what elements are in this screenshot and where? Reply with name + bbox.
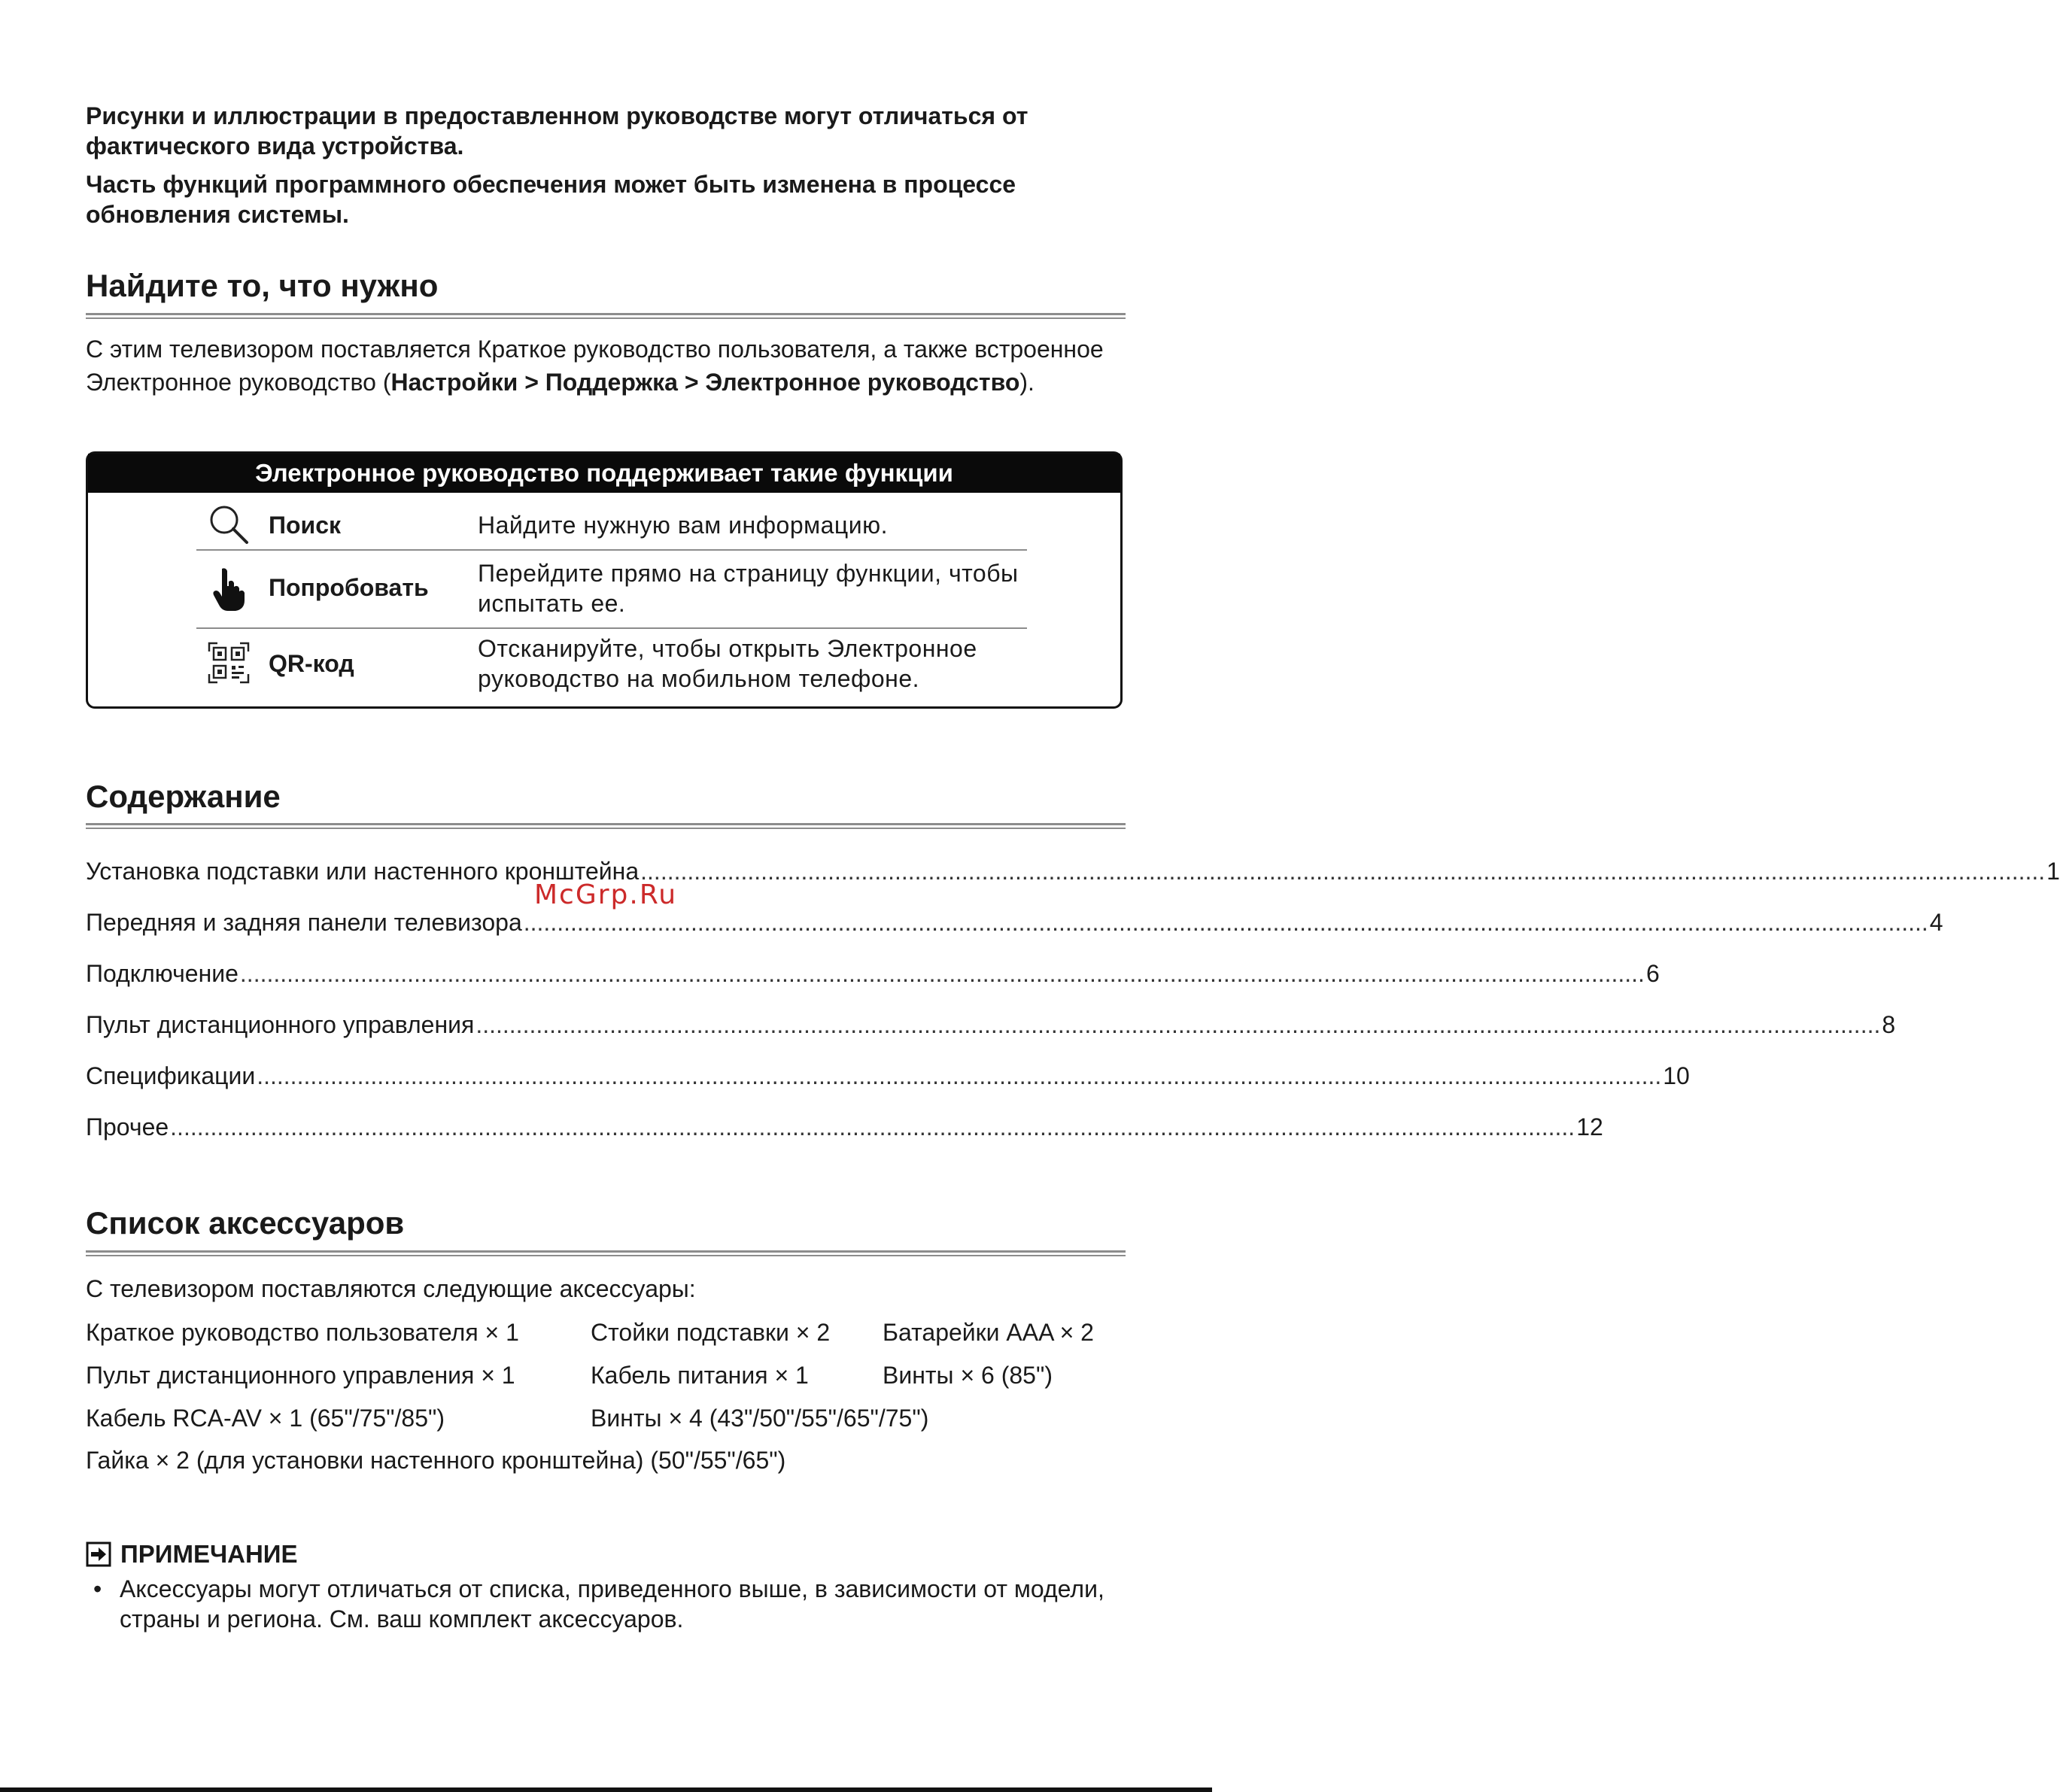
toc-leader-dots: .................................................................................................................................................................................................................. [476, 1011, 1881, 1038]
toc-leader-dots: .................................................................................................................................................................................................................. [640, 858, 2046, 885]
features-box-title: Электронное руководство поддерживает такие функции [88, 454, 1120, 493]
toc-item-label: Установка подставки или настенного кронштейна [86, 858, 640, 885]
accessories-title: Список аксессуаров [86, 1205, 405, 1241]
toc-item-page: 1 [2046, 858, 2060, 885]
find-section-title: Найдите то, что нужно [86, 268, 439, 303]
toc-item-label: Спецификации [86, 1062, 256, 1089]
accessory-item: Винты × 4 (43"/50"/55"/65"/75") [591, 1405, 929, 1432]
toc-leader-dots: .................................................................................................................................................................................................................. [523, 909, 1928, 936]
accessory-item: Гайка × 2 (для установки настенного кронштейна) (50"/55"/65") [86, 1447, 786, 1474]
toc-leader-dots: .................................................................................................................................................................................................................. [170, 1113, 1575, 1141]
intro-text: С этим телевизором поставляется Краткое руководство пользователя, а также встроенное Электронное руководство ( [86, 336, 1104, 396]
feature-name: Поиск [269, 512, 342, 539]
accessory-item: Винты × 6 (85") [883, 1362, 1053, 1389]
toc-item-page: 4 [1929, 909, 1943, 936]
accessory-item: Стойки подставки × 2 [591, 1319, 831, 1346]
toc-item-page: 8 [1882, 1011, 1896, 1038]
intro-text-end: ). [1019, 369, 1035, 396]
feature-row-try [196, 552, 1027, 627]
feature-name: QR-код [269, 650, 354, 677]
toc-item-page: 12 [1576, 1113, 1603, 1141]
toc-item[interactable] [86, 957, 1660, 990]
note-icon [86, 1541, 111, 1567]
feature-row-qr [196, 630, 1027, 706]
accessories-intro: С телевизором поставляются следующие аксессуары: [86, 1275, 696, 1302]
find-section-rule [86, 313, 1126, 319]
e-manual-features-box [86, 451, 1123, 709]
search-icon [207, 503, 251, 546]
notice-illustrations: Рисунки и иллюстрации в предоставленном руководстве могут отличаться от фактического вида устройства. [86, 102, 1028, 159]
toc-item-label: Подключение [86, 960, 239, 987]
accessories-rule [86, 1250, 1126, 1256]
feature-name: Попробовать [269, 574, 429, 601]
note-title: ПРИМЕЧАНИЕ [120, 1540, 298, 1568]
bullet: • [93, 1575, 102, 1602]
toc-leader-dots: .................................................................................................................................................................................................................. [257, 1062, 1662, 1089]
accessory-item: Кабель питания × 1 [591, 1362, 809, 1389]
accessory-item: Краткое руководство пользователя × 1 [86, 1319, 519, 1346]
feature-desc: Найдите нужную вам информацию. [478, 512, 888, 539]
note-heading [86, 1538, 298, 1571]
qr-code-icon [207, 641, 251, 685]
watermark: McGrp.Ru [534, 879, 678, 910]
toc-item-page: 6 [1645, 960, 1660, 987]
toc-item[interactable] [86, 1008, 1896, 1041]
toc-item[interactable] [86, 906, 1943, 939]
notice-software: Часть функций программного обеспечения может быть изменена в процессе обновления системы. [86, 171, 1016, 228]
toc-rule [86, 823, 1126, 829]
feature-desc: Перейдите прямо на страницу функции, чтобы испытать ее. [478, 560, 1019, 617]
toc-item-page: 10 [1663, 1062, 1690, 1089]
pointing-hand-icon [207, 566, 251, 609]
feature-row-search [196, 501, 1027, 549]
bottom-border [0, 1787, 1212, 1792]
toc-item[interactable] [86, 1110, 1603, 1144]
intro-menu-path: Настройки > Поддержка > Электронное руководство [390, 369, 1020, 396]
accessory-item: Кабель RCA-AV × 1 (65"/75"/85") [86, 1405, 445, 1432]
find-section-intro [86, 333, 1126, 399]
row-divider [196, 549, 1027, 551]
row-divider [196, 627, 1027, 629]
accessory-item: Пульт дистанционного управления × 1 [86, 1362, 515, 1389]
toc-item[interactable] [86, 1059, 1690, 1092]
toc-title: Содержание [86, 779, 281, 814]
toc-item-label: Пульт дистанционного управления [86, 1011, 475, 1038]
toc-item-label: Прочее [86, 1113, 169, 1141]
toc-item-label: Передняя и задняя панели телевизора [86, 909, 522, 936]
accessory-item: Батарейки AAA × 2 [883, 1319, 1094, 1346]
feature-desc: Отсканируйте, чтобы открыть Электронное руководство на мобильном телефоне. [478, 635, 977, 692]
toc-leader-dots: .................................................................................................................................................................................................................. [239, 960, 1645, 987]
note-text: Аксессуары могут отличаться от списка, приведенного выше, в зависимости от модели, страны и региона. См. ваш комплект аксессуаров. [120, 1575, 1104, 1633]
